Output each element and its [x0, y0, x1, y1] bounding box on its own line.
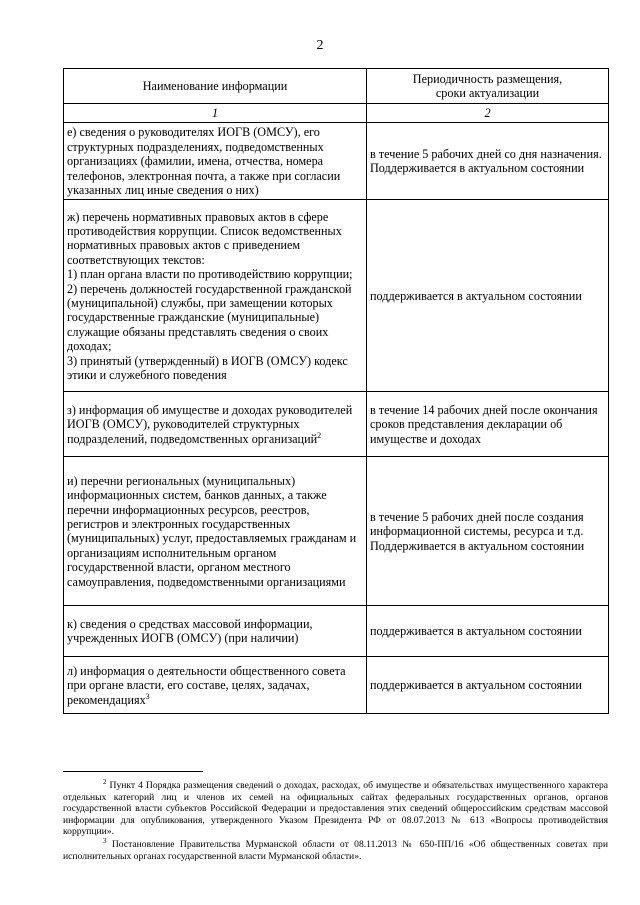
footnote-mark: 2	[103, 777, 107, 786]
period-text: поддерживается в актуальном состоянии	[370, 624, 582, 639]
column-number: 2	[367, 104, 609, 123]
info-text: к) сведения о средствах массовой информации, учрежденных ИОГВ (ОМСУ) (при наличии)	[67, 617, 313, 646]
period-cell	[367, 392, 609, 457]
table-row	[64, 392, 609, 457]
footnote-text: Пункт 4 Порядка размещения сведений о доходах, расходах, об имуществе и обязательствах имущественного характера отдельных категорий лиц и членов их семей на официальных сайтах федеральных государственных органов, органов государственной власти субъектов Российской Федерации и предоставления этих сведений общероссийским средствам массовой информации для опубликования, утвержденного Указом Президента РФ от 08.07.2013 № 613 «Вопросы противодействия коррупции».	[63, 780, 609, 838]
footnote	[63, 836, 608, 862]
footnote-separator	[63, 771, 203, 772]
footnote-ref: 2	[317, 430, 322, 440]
column-number-row	[64, 104, 609, 123]
period-cell	[367, 606, 609, 657]
period-cell	[367, 457, 609, 606]
table-row	[64, 606, 609, 657]
info-cell	[64, 200, 367, 392]
footnote-text: Постановление Правительства Мурманской области от 08.11.2013 № 650-ПП/16 «Об общественных советах при исполнительных органах государственной власти Мурманской области».	[63, 838, 608, 862]
info-cell	[64, 457, 367, 606]
info-cell	[64, 606, 367, 657]
info-text: и) перечни региональных (муниципальных) информационных систем, банков данных, а также перечни информационных ресурсов, реестров, регистров и электронных государственных (муниципальных) услуг, предоставляемых гражданам и организациям исполнительным органом государственной власти, органом местного самоуправления, подведомственными организациями	[67, 473, 357, 589]
period-text: поддерживается в актуальном состоянии	[370, 678, 582, 693]
header-info-name: Наименование информации	[64, 69, 367, 104]
period-cell	[367, 200, 609, 392]
info-cell	[64, 123, 367, 200]
footnote-ref: 3	[145, 691, 150, 701]
footnote-mark: 3	[103, 836, 107, 845]
footnotes	[63, 771, 608, 863]
period-text: поддерживается в актуальном состоянии	[370, 288, 582, 303]
period-text: в течение 5 рабочих дней после создания информационной системы, ресурса и т.д. Поддерживается в актуальном состоянии	[370, 509, 585, 553]
info-cell	[64, 657, 367, 714]
table-row	[64, 123, 609, 200]
footnote	[63, 777, 609, 838]
table-header-row	[64, 69, 609, 104]
period-cell	[367, 123, 609, 200]
info-text: ж) перечень нормативных правовых актов в сфере противодействия коррупции. Список ведомственных нормативных правовых актов с приведением соответствующих текстов: 1) план органа власти по противодействию коррупции; 2) перечень должностей государственной гражданской (муниципальной) службы, при замещении которых государственные гражданские (муниципальные) служащие обязаны представлять сведения о своих доходах; 3) принятый (утвержденный) в ИОГВ (ОМСУ) кодекс этики и служебного поведения	[67, 209, 353, 382]
info-text: л) информация о деятельности общественного совета при органе власти, его составе, целях, задачах, рекомендациях	[67, 663, 346, 707]
period-cell	[367, 657, 609, 714]
period-text: в течение 14 рабочих дней после окончания сроков представления декларации об имуществе и доходах	[370, 402, 598, 446]
table-row	[64, 200, 609, 392]
table-row	[64, 457, 609, 606]
table-row	[64, 657, 609, 714]
column-number: 1	[64, 104, 367, 123]
info-cell	[64, 392, 367, 457]
page-number: 2	[316, 38, 324, 53]
info-text: з) информация об имуществе и доходах руководителей ИОГВ (ОМСУ), руководителей структурных подразделений, подведомственных организаций	[67, 402, 353, 446]
header-periodicity: Периодичность размещения, сроки актуализации	[367, 69, 609, 104]
info-table	[63, 68, 609, 714]
period-text: в течение 5 рабочих дней со дня назначения. Поддерживается в актуальном состоянии	[370, 147, 602, 176]
info-text: е) сведения о руководителях ИОГВ (ОМСУ), его структурных подразделениях, подведомственных организациях (фамилии, имена, отчества, номера телефонов, электронная почта, а также при согласии указанных лиц иные сведения о них)	[67, 125, 341, 198]
